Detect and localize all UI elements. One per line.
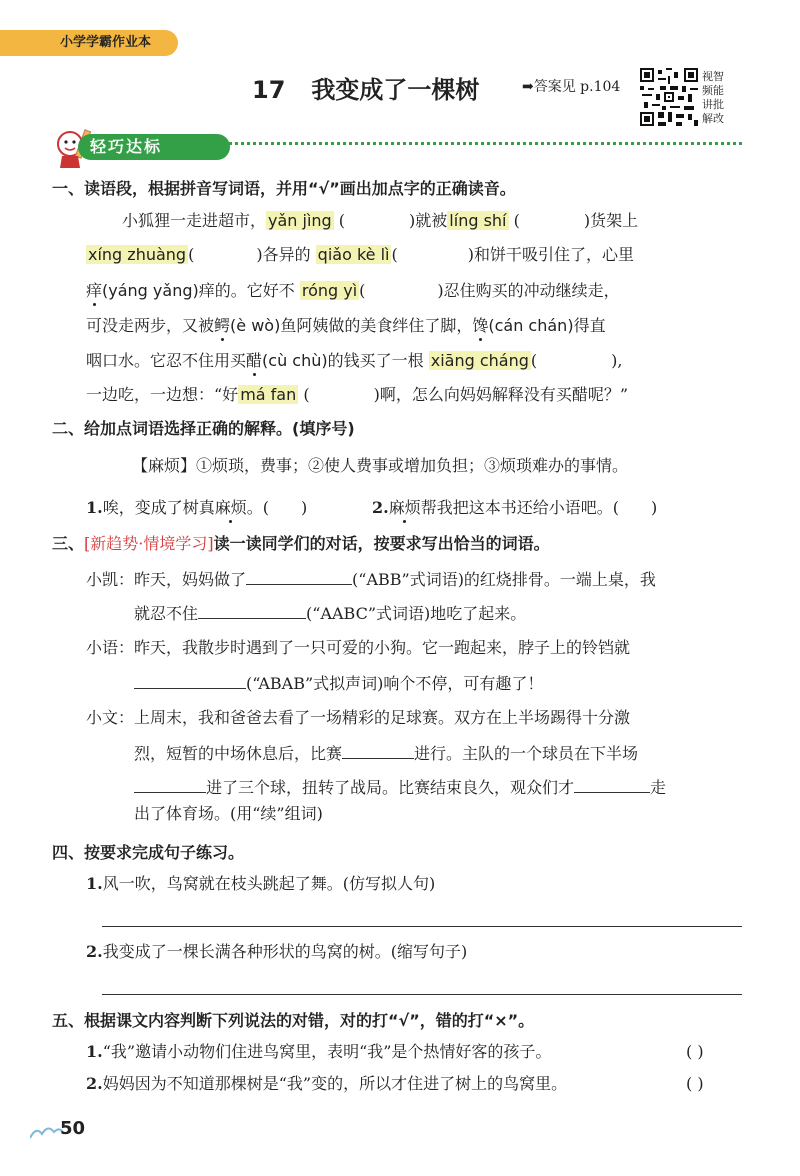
s3-kai-line-1: 小凯：昨天，妈妈做了 (“ABB”式词语)的红烧排骨。一端上桌，我 bbox=[86, 570, 656, 589]
answer-blank[interactable] bbox=[198, 602, 306, 619]
section-3-heading: 三、[新趋势·情境学习]读一读同学们的对话，按要求写出恰当的词语。 bbox=[52, 534, 550, 553]
s3-wen-line-2: 烈，短暂的中场休息后，比赛 进行。主队的一个球员在下半场 bbox=[134, 744, 639, 763]
answer-blank[interactable] bbox=[310, 384, 374, 400]
reading-choice[interactable]: (è wò) bbox=[230, 316, 281, 335]
answer-reference: ➡答案见 p.104 bbox=[522, 79, 621, 95]
answer-blank[interactable] bbox=[345, 210, 409, 226]
answer-blank[interactable] bbox=[246, 568, 352, 585]
pinyin-qiaokeli: qiǎo kè lì bbox=[317, 245, 390, 264]
answer-blank[interactable] bbox=[520, 210, 584, 226]
s1-line-4: 可没走两步，又被鳄(è wò)鱼阿姨做的美食绊住了脚，馋(cán chán)得直 bbox=[86, 316, 606, 335]
s3-kai-line-2: 就忍不住 (“AABC”式词语)地吃了起来。 bbox=[134, 604, 527, 623]
video-explanation-label: 视智 频能 讲批 解改 bbox=[702, 70, 724, 125]
s4-question-1: 1.风一吹，鸟窝就在枝头跳起了舞。(仿写拟人句) bbox=[86, 874, 436, 893]
qr-code-icon[interactable] bbox=[640, 68, 698, 126]
section-4-heading: 四、按要求完成句子练习。 bbox=[52, 843, 245, 862]
judgement-blank[interactable]: ( ) bbox=[686, 1074, 704, 1093]
page-number: 50 bbox=[60, 1118, 86, 1139]
answer-blank[interactable] bbox=[574, 776, 650, 793]
wave-decoration-icon bbox=[30, 1124, 64, 1140]
answer-blank[interactable] bbox=[134, 776, 206, 793]
s2-question-1: 1.唉，变成了树真麻烦。( ) bbox=[86, 498, 308, 517]
answer-blank[interactable] bbox=[537, 350, 611, 366]
answer-blank[interactable] bbox=[194, 244, 256, 260]
s1-line-5: 咽口水。它忍不住用买醋(cù chù)的钱买了一根 xiāng cháng ( ), bbox=[86, 351, 623, 370]
definition-box: 【麻烦】①烦琐，费事；②使人费事或增加负担；③烦琐难办的事情。 bbox=[132, 456, 629, 475]
lesson-title-text: 我变成了一棵树 bbox=[311, 76, 480, 104]
pinyin-lingshi: líng shí bbox=[449, 211, 507, 230]
pinyin-mafan: má fan bbox=[240, 385, 297, 404]
s5-question-1: 1.“我”邀请小动物们住进鸟窝里，表明“我”是个热情好客的孩子。 bbox=[86, 1042, 552, 1061]
section-2-heading: 二、给加点词语选择正确的解释。(填序号) bbox=[52, 419, 355, 438]
pinyin-rongyi: róng yì bbox=[301, 281, 358, 300]
s1-line-3: 痒(yáng yǎng)痒的。它好不 róng yì ( )忍住购买的冲动继续走， bbox=[86, 281, 620, 300]
answer-blank[interactable] bbox=[365, 280, 437, 296]
dotted-divider bbox=[180, 142, 742, 145]
reading-choice[interactable]: (cù chù) bbox=[262, 351, 328, 370]
reading-choice[interactable]: (yáng yǎng) bbox=[102, 281, 199, 300]
pinyin-xiangchang: xiāng cháng bbox=[430, 351, 529, 370]
arrow-right-icon: ➡ bbox=[522, 79, 534, 95]
answer-blank[interactable] bbox=[342, 742, 414, 759]
pinyin-xingzhuang: xíng zhuàng bbox=[88, 245, 187, 264]
section-5-heading: 五、根据课文内容判断下列说法的对错，对的打“√”，错的打“×”。 bbox=[52, 1011, 535, 1030]
pinyin-yanjing: yǎn jìng bbox=[268, 211, 332, 230]
s1-line-6: 一边吃，一边想：“好 má fan ( )啊，怎么向妈妈解释没有买醋呢？” bbox=[86, 385, 629, 404]
s3-wen-line-4: 出了体育场。(用“续”组词) bbox=[134, 804, 323, 823]
s1-line-2: xíng zhuàng ( )各异的 qiǎo kè lì ( )和饼干吸引住了，心里 bbox=[88, 245, 634, 264]
s3-yu-line-1: 小语：昨天，我散步时遇到了一只可爱的小狗。它一跑起来，脖子上的铃铛就 bbox=[86, 638, 631, 657]
book-series-tab: 小学学霸作业本 bbox=[0, 30, 178, 56]
reading-choice[interactable]: (cán chán) bbox=[488, 316, 574, 335]
answer-blank[interactable] bbox=[134, 672, 246, 689]
lesson-title bbox=[252, 70, 479, 105]
lesson-number: 17 bbox=[252, 76, 286, 104]
badge-label: 轻巧达标 bbox=[78, 134, 230, 160]
s3-wen-line-3: 进了三个球，扭转了战局。比赛结束良久，观众们才 走 bbox=[134, 776, 666, 798]
s3-yu-line-2: (“ABAB”式拟声词)响个不停，可有趣了！ bbox=[134, 672, 543, 694]
answer-line[interactable] bbox=[102, 926, 742, 927]
s2-question-2: 2.麻烦帮我把这本书还给小语吧。( ) bbox=[372, 498, 658, 517]
judgement-blank[interactable]: ( ) bbox=[686, 1042, 704, 1061]
s1-line-1: 小狐狸一走进超市， yǎn jìng ( )就被 líng shí ( )货架上 bbox=[122, 211, 639, 230]
section-1-heading: 一、读语段，根据拼音写词语，并用“√”画出加点字的正确读音。 bbox=[52, 179, 516, 198]
s3-wen-line-1: 小文：上周末，我和爸爸去看了一场精彩的足球赛。双方在上半场踢得十分激 bbox=[86, 708, 631, 727]
s4-question-2: 2.我变成了一棵长满各种形状的鸟窝的树。(缩写句子) bbox=[86, 942, 468, 961]
answer-blank[interactable] bbox=[398, 244, 468, 260]
s5-question-2: 2.妈妈因为不知道那棵树是“我”变的，所以才住进了树上的鸟窝里。 bbox=[86, 1074, 568, 1093]
new-trend-tag: [新趋势·情境学习] bbox=[84, 534, 214, 553]
answer-line[interactable] bbox=[102, 994, 742, 995]
